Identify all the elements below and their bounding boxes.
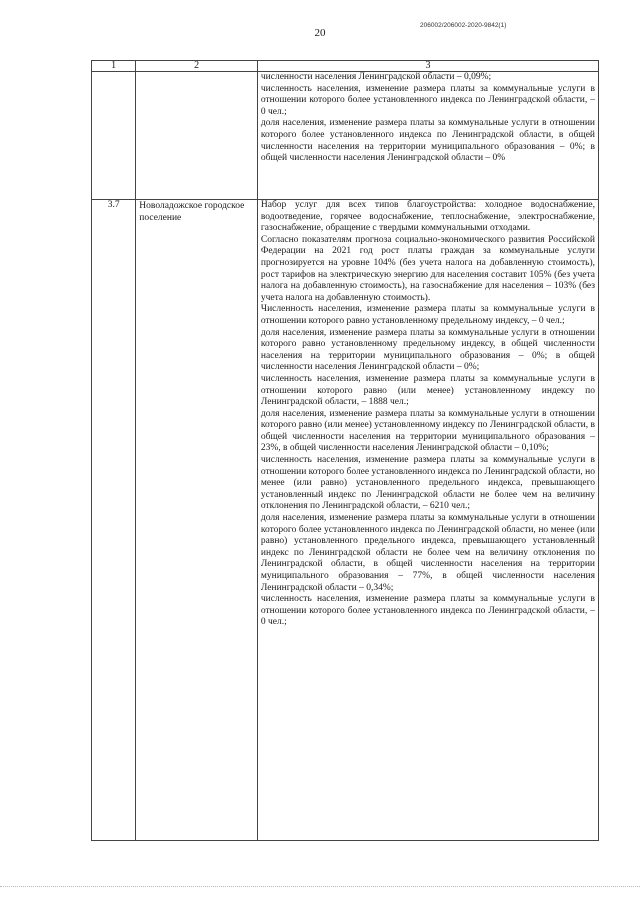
description-cell	[257, 200, 598, 841]
paragraph: численность населения, изменение размера платы за коммунальные услуги в отношении которого более установленного индекса по Ленинградской области, но менее (или равно) установленного предельного индекса, превышающего установленный индекс по Ленинградской области не более чем на величину отклонения по Ленинградской области, – 6210 чел.;	[260, 455, 595, 512]
paragraph: доля населения, изменение размера платы за коммунальные услуги в отношении которого равно (или менее) установленному индексу по Ленинградской области, в общей численности населения на территории муниципального образования – 23%, в общей численности населения Ленинградской области – 0,10%;	[260, 408, 595, 454]
municipality-name-cell	[136, 72, 258, 200]
paragraph: доля населения, изменение размера платы за коммунальные услуги в отношении которого более установленного индекса по Ленинградской области, в общей численности населения на территории муниципального образования – 0%; в общей численности населения Ленинградской области – 0%	[260, 118, 595, 164]
paragraph: Численность населения, изменение размера платы за коммунальные услуги в отношении которого равно установленному предельному индексу, – 0 чел.;	[260, 304, 595, 326]
description-cell	[257, 72, 598, 200]
paragraph: численность населения, изменение размера платы за коммунальные услуги в отношении которого равно (или менее) установленному индексу по Ленинградской области, – 1888 чел.;	[260, 373, 595, 408]
table-row	[92, 200, 599, 841]
table-header-row	[92, 61, 599, 72]
column-header-2: 2	[136, 61, 258, 72]
paragraph: численность населения, изменение размера платы за коммунальные услуги в отношении которого более установленного индекса по Ленинградской области, – 0 чел.;	[260, 83, 595, 117]
paragraph: Набор услуг для всех типов благоустройства: холодное водоснабжение, водоотведение, горячее водоснабжение, теплоснабжение, электроснабжение, газоснабжение, обращение с твердыми коммунальными отходами.	[260, 200, 595, 234]
document-table	[91, 60, 599, 841]
column-header-1: 1	[92, 61, 136, 72]
municipality-name-cell: Новоладожское городское поселение	[136, 200, 258, 841]
paragraph: доля населения, изменение размера платы за коммунальные услуги в отношении которого равно установленному предельному индексу, в общей численности населения на территории муниципального образования – 0%; в общей численности населения Ленинградской области – 0%;	[260, 327, 595, 373]
row-number-cell	[92, 72, 136, 200]
column-header-3: 3	[257, 61, 598, 72]
page-number: 20	[314, 27, 326, 39]
row-number-cell: 3.7	[92, 200, 136, 841]
paragraph: Согласно показателям прогноза социально-экономического развития Российской Федерации на 2021 год рост платы граждан за коммунальные услуги прогнозируется на уровне 104% (без учета налога на добавленную стоимость), рост тарифов на электрическую энергию для населения составит 105% (без учета налога на добавленную стоимость), на газоснабжение для населения – 103% (без учета налога на добавленную стоимость).	[260, 234, 595, 303]
table-row	[92, 72, 599, 200]
paragraph: численность населения, изменение размера платы за коммунальные услуги в отношении которого более установленного индекса по Ленинградской области, – 0 чел.;	[260, 594, 595, 628]
scan-footer-marks	[0, 886, 640, 891]
document-code: 206002/206002-2020-9842(1)	[420, 22, 507, 29]
paragraph: численности населения Ленинградской области – 0,09%;	[260, 72, 492, 82]
paragraph: доля населения, изменение размера платы за коммунальные услуги в отношении которого более установленного индекса по Ленинградской области, но менее (или равно) установленного предельного индекса, превышающего установленный индекс по Ленинградской области не более чем на величину отклонения по Ленинградской области, в общей численности населения на территории муниципального образования – 77%, в общей численности населения Ленинградской области – 0,34%;	[260, 513, 595, 593]
